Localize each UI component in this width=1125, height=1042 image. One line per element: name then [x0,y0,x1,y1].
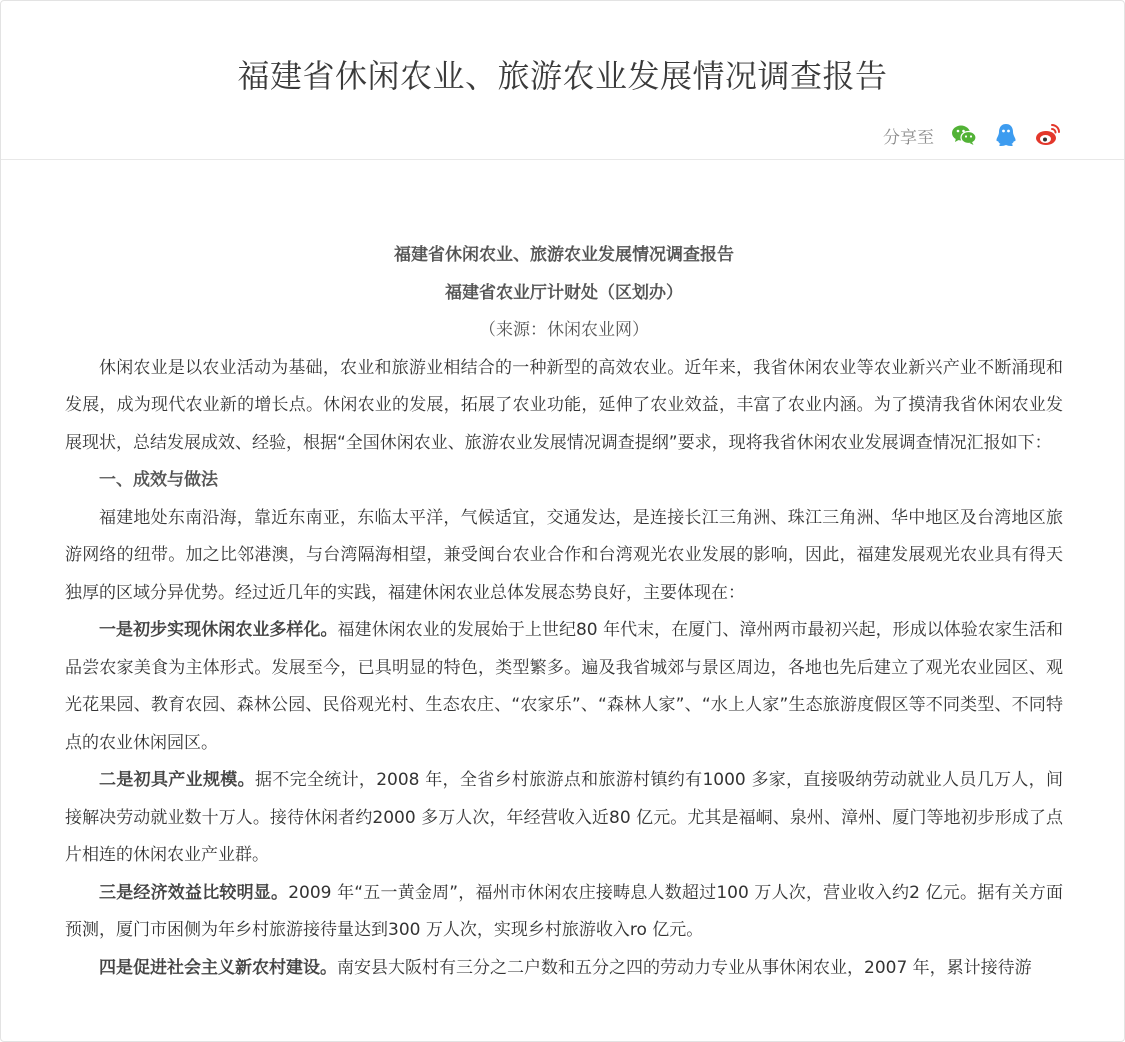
article-heading: 福建省休闲农业、旅游农业发展情况调查报告 [394,245,734,265]
article-source: （来源：休闲农业网） [479,320,649,340]
point-lead: 三是经济效益比较明显。 [99,882,289,903]
wechat-icon[interactable] [950,121,978,149]
point-lead: 二是初具产业规模。 [99,770,255,790]
point-text: 福建休闲农业的发展始于上世纪80 年代末，在厦门、漳州两市最初兴起，形成以体验农家生活和品尝农家美食为主体形式。发展至今，已具明显的特色，类型繁多。遍及我省城郊与景区周边，各地也先后建立了观光农业园区、观光花果园、教育农园、森林公园、民俗观光村、生态农庄、“农家乐”、“森林人家”、“水上人家”生态旅游度假区等不同类型、不同特点的农业休闲园区。 [65,620,1063,753]
section-heading: 一、成效与做法 [99,470,218,490]
share-label: 分享至 [883,127,934,148]
point-paragraph-2 [65,762,1063,875]
article-body [65,237,1063,987]
share-bar [883,119,1062,151]
page-title: 福建省休闲农业、旅游农业发展情况调查报告 [237,57,888,95]
article-header [1,1,1124,160]
intro-paragraph: 休闲农业是以农业活动为基础，农业和旅游业相结合的一种新型的高效农业。近年来，我省休闲农业等农业新兴产业不断涌现和发展，成为现代农业新的增长点。休闲农业的发展，拓展了农业功能，延伸了农业效益，丰富了农业内涵。为了摸清我省休闲农业发展现状，总结发展成效、经验，根据“全国休闲农业、旅游农业发展情况调查提纲”要求，现将我省休闲农业发展调查情况汇报如下： [65,357,1063,453]
point-paragraph-1 [65,612,1063,762]
article-department: 福建省农业厅计财处（区划办） [445,282,683,303]
qq-icon[interactable] [992,121,1020,149]
point-text: 南安县大阪村有三分之二户数和五分之四的劳动力专业从事休闲农业，2007 年，累计接待游 [337,957,1032,978]
point-paragraph-4 [65,950,1063,988]
weibo-icon[interactable] [1034,121,1062,149]
point-lead: 四是促进社会主义新农村建设。 [99,957,337,978]
point-lead: 一是初步实现休闲农业多样化。 [99,620,338,640]
point-text: 据不完全统计，2008 年，全省乡村旅游点和旅游村镇约有1000 多家，直接吸纳劳动就业人员几万人，间接解决劳动就业数十万人。接待休闲者约2000 多万人次，年经营收入近80 亿元。尤其是福峒、泉州、漳州、厦门等地初步形成了点片相连的休闲农业产业群。 [65,770,1064,865]
point-text: 2009 年“五一黄金周”，福州市休闲农庄接畴息人数超过100 万人次，营业收入约2 亿元。据有关方面预测，厦门市困侧为年乡村旅游接待量达到300 万人次，实现乡村旅游收入ro 亿元。 [65,882,1064,940]
point-paragraph-3 [65,875,1063,950]
section-paragraph: 福建地处东南沿海，靠近东南亚，东临太平洋，气候适宜，交通发达，是连接长江三角洲、珠江三角洲、华中地区及台湾地区旅游网络的纽带。加之比邻港澳，与台湾隔海相望，兼受闽台农业合作和台湾观光农业发展的影响，因此，福建发展观光农业具有得天独厚的区域分异优势。经过近几年的实践，福建休闲农业总体发展态势良好，主要体现在： [65,507,1063,603]
